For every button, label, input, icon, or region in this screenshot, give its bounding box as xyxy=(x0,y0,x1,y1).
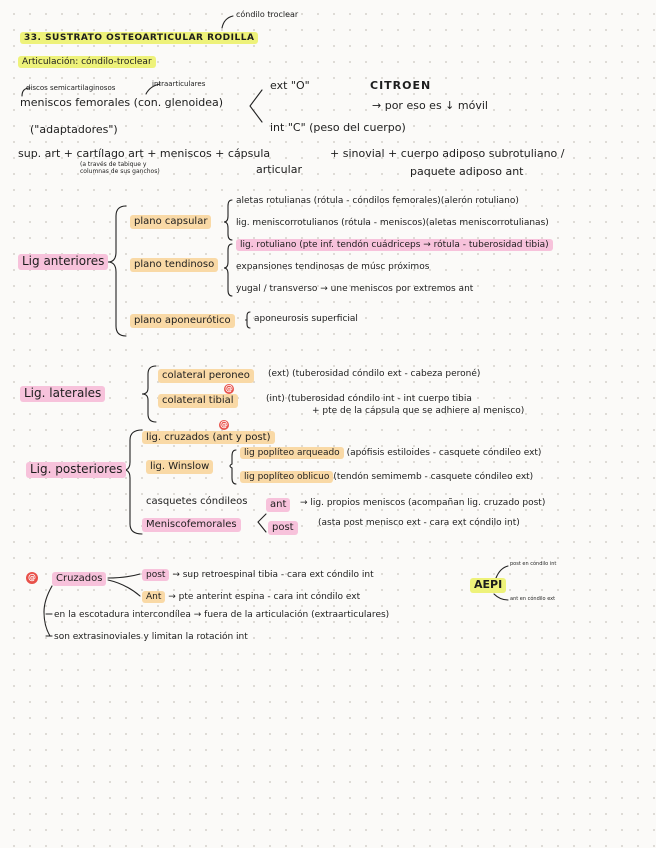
lig-cruzados-text: lig. cruzados (ant y post) xyxy=(142,431,275,444)
aponeurosis-superficial: aponeurosis superficial xyxy=(254,314,358,324)
colateral-tibial-label: colateral tibial xyxy=(158,394,238,408)
cruzados-post: → sup retroespinal tibia - cara ext cóndilo int xyxy=(172,570,374,580)
meniscos-movil: → por eso es ↓ móvil xyxy=(372,99,488,112)
aepi-note-bottom: ant en cóndilo ext xyxy=(510,596,556,602)
lig-meniscorrotulianos: lig. meniscorrotulianos (rótula - meniscos)(aletas meniscorrotulianas) xyxy=(236,218,549,228)
meniscofemorales-post: (asta post menisco ext - cara ext cóndilo int) xyxy=(318,518,520,528)
lig-rotuliano-text: lig. rotuliano (pte inf. tendón cuádriceps → rótula - tuberosidad tibia) xyxy=(236,239,553,251)
sup-sinovial: + sinovial + cuerpo adiposo subrotuliano / xyxy=(330,147,565,160)
lig-posteriores-label: Lig. posteriores xyxy=(26,462,126,478)
arqueado-desc: (apófisis estiloides - casquete cóndileo ext) xyxy=(346,448,542,458)
arqueado-label: lig poplíteo arqueado xyxy=(240,447,344,459)
citroen-mnemonic: CITROEN xyxy=(370,79,432,92)
warning-dot-icon-2 xyxy=(219,420,229,430)
casquetes-ant: → lig. propios meniscos (acompañan lig. cruzado post) xyxy=(300,498,546,508)
colateral-tibial-cont: + pte de la cápsula que se adhiere al menisco) xyxy=(312,406,525,416)
cruzados-ant-row xyxy=(142,592,360,602)
sup-note: (a través de tabique y columnas de sus ganchos) xyxy=(80,161,160,175)
warning-dot-glyph: @ xyxy=(225,384,233,393)
meniscos-adapt: ("adaptadores") xyxy=(30,123,118,136)
warning-dot-glyph-2: @ xyxy=(220,420,228,429)
cruzados-post-row xyxy=(142,570,374,580)
colateral-peroneo-label: colateral peroneo xyxy=(158,369,254,383)
oblicuo-label: lig poplíteo oblicuo xyxy=(240,471,333,483)
subtitle: Articulación: cóndilo-troclear xyxy=(18,56,156,68)
sup-line: sup. art + cartílago art + meniscos + cápsula xyxy=(18,147,271,160)
warning-dot-icon-3 xyxy=(26,572,38,584)
lig-popliteo-arqueado xyxy=(240,448,541,458)
meniscos-ext: ext "O" xyxy=(270,79,310,92)
sup-articular: articular xyxy=(256,163,302,176)
top-note: cóndilo troclear xyxy=(236,10,299,19)
cruzados-label: Cruzados xyxy=(52,572,106,586)
plano-tendinoso-label: plano tendinoso xyxy=(130,258,218,272)
cruzados-ant: → pte anterint espina - cara int cóndilo ext xyxy=(168,592,361,602)
lig-anteriores-label: Lig anteriores xyxy=(18,254,108,270)
plano-capsular-label: plano capsular xyxy=(130,215,211,229)
warning-dot-icon xyxy=(224,384,234,394)
meniscos-int: int "C" (peso del cuerpo) xyxy=(270,121,406,134)
aepi-note-top: post en cóndilo int xyxy=(510,561,557,567)
casquetes-condileos: casquetes cóndileos xyxy=(146,496,248,507)
lig-yugal: yugal / transverso → une meniscos por extremos ant xyxy=(236,284,474,294)
cruzados-post-label: post xyxy=(142,569,169,581)
lig-cruzados xyxy=(142,432,275,444)
casquetes-ant-label: ant xyxy=(266,498,290,512)
aletas-rotulianas: aletas rotulianas (rótula - cóndilos femorales)(alerón rotuliano) xyxy=(236,196,519,206)
cruzados-ant-label: Ant xyxy=(142,591,165,603)
warning-dot-glyph-3: @ xyxy=(28,573,36,582)
lig-laterales-label: Lig. laterales xyxy=(20,386,105,402)
lig-popliteo-oblicuo xyxy=(240,472,533,482)
cruzados-line1: en la escotadura intercondílea → fuera de la articulación (extraarticulares) xyxy=(54,610,390,620)
meniscos-main: meniscos femorales (con. glenoidea) xyxy=(20,96,224,109)
lig-winslow: lig. Winslow xyxy=(146,460,213,474)
cruzados-line2: son extrasinoviales y limitan la rotación int xyxy=(54,632,248,642)
page-title: 33. SUSTRATO OSTEOARTICULAR RODILLA xyxy=(20,32,258,44)
oblicuo-desc: (tendón semimemb - casquete cóndileo ext) xyxy=(333,472,534,482)
lig-rotuliano xyxy=(236,240,553,250)
colateral-peroneo: (ext) (tuberosidad cóndilo ext - cabeza peroné) xyxy=(268,369,481,379)
aepi-mnemonic: AEPI xyxy=(470,578,506,593)
plano-aponeurotico-label: plano aponeurótico xyxy=(130,314,235,328)
meniscos-note-left: discos semicartilaginosos xyxy=(26,84,116,92)
sup-paquete: paquete adiposo ant xyxy=(410,165,524,178)
meniscofemorales-label: Meniscofemorales xyxy=(142,518,241,532)
expansiones-tendinosas: expansiones tendinosas de músc próximos xyxy=(236,262,430,272)
meniscofemorales-post-label: post xyxy=(268,521,298,535)
colateral-tibial: (int) (tuberosidad cóndilo int - int cuerpo tibia xyxy=(266,394,472,404)
meniscos-note-right: intraarticulares xyxy=(152,80,206,88)
